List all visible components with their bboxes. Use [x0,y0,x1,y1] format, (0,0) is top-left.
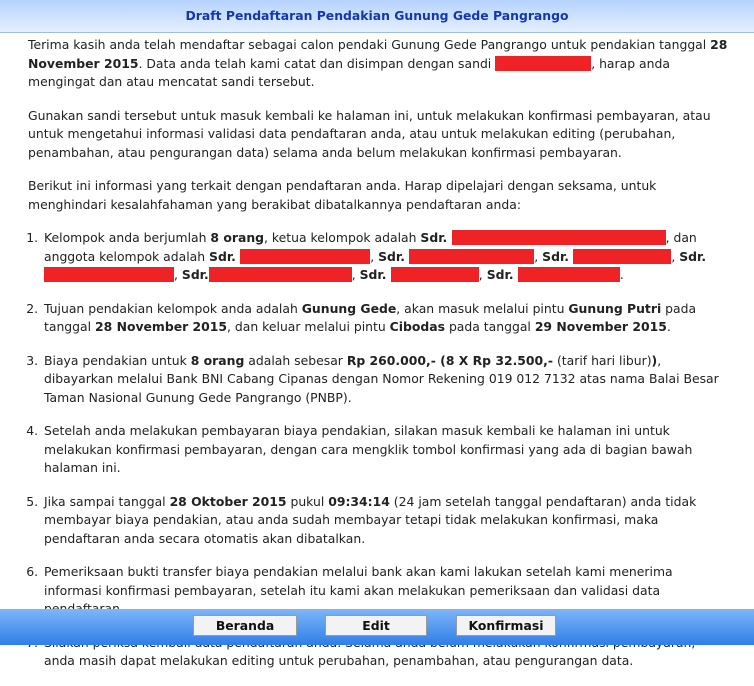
redacted-member-name [573,249,671,264]
intro-paragraph-1: Terima kasih anda telah mendaftar sebagai calon pendaki Gunung Gede Pangrango untuk pendakian tanggal 28 November 2015. Data anda telah kami catat dan disimpan dengan sandi , harap anda mengingat dan atau mencatat sandi tersebut. [28,37,728,89]
confirm-button[interactable]: Konfirmasi [456,615,556,636]
redacted-member-name [67,267,174,282]
redacted-member-name [240,249,370,264]
list-item-6: 6. Pemeriksaan bukti transfer biaya pendakian melalui bank akan kami lakukan setelah kami menerima informasi konfirmasi pembayaran, setelah itu kami akan melakukan pemeriksaan dan validasi data [42,563,728,619]
title-bar [0,0,754,33]
main-content [28,36,728,686]
footer-bar [0,609,754,645]
edit-button[interactable]: Edit [325,615,427,636]
home-button[interactable]: Beranda [193,615,297,636]
redacted-password [495,56,591,71]
list-item-2: 2. Tujuan pendakian kelompok anda adalah Gunung Gede, akan masuk melalui pintu Gunung Putri pada tanggal 28 November 2015, dan keluar melalui pintu Cibodas pada tanggal 29 November 2015. [42,300,728,337]
climb-date: 28 November 2015 [28,37,728,71]
list-item-1: 1. Kelompok anda berjumlah 8 orang, ketua kelompok adalah Sdr. , dan anggota kelompok adalah Sdr. , Sdr. , Sdr. , Sdr. , Sdr. , Sdr. , Sdr. . [42,229,728,285]
info-list [28,229,728,671]
redacted-member-name [391,267,479,282]
redacted-member-name [409,249,534,264]
list-item-7: 7. anda masih dapat melakukan editing untuk perubahan, penambahan, atau pengurangan data. [42,634,728,671]
list-item-3: 3. Biaya pendakian untuk 8 orang adalah sebesar Rp 260.000,- (8 X Rp 32.500,- (tarif hari libur)), dibayarkan melalui Bank BNI Cabang Cipanas dengan Nomor Rekening 019 012 7132 atas nama Balai Besar Taman Nasional Gunung Gede Pangrango (PNBP). [42,352,728,408]
redacted-member-name [518,267,620,282]
redacted-member-name [209,267,352,282]
intro-paragraph-3: Berikut ini informasi yang terkait dengan pendaftaran anda. Harap dipelajari dengan seksama, untuk menghindari kesalahfahaman yang berakibat dibatalkannya pendaftaran anda: [28,178,657,212]
page-title: Draft Pendaftaran Pendakian Gunung Gede Pangrango [185,8,569,23]
list-item-4: 4. Setelah anda melakukan pembayaran biaya pendakian, silakan masuk kembali ke halaman ini untuk melakukan konfirmasi pembayaran, dengan cara mengklik tombol konfirmasi yang ada di bagian bawah halaman ini. [42,422,728,478]
intro-paragraph-2: Gunakan sandi tersebut untuk masuk kembali ke halaman ini, untuk melakukan konfirmasi pembayaran, atau untuk mengetahui informasi validasi data pendaftaran anda, atau untuk melakukan editing (perubahan, penambahan, atau pengurangan data) selama anda belum melakukan konfirmasi pembayaran. [28,107,711,160]
list-item-5: 5. Jika sampai tanggal 28 Oktober 2015 pukul 09:34:14 (24 jam setelah tanggal pendaftaran) anda tidak membayar biaya pendakian, atau anda sudah membayar tetapi tidak melakukan konfirmasi, maka pendaftaran anda secara otomatis akan dibatalkan. [42,493,728,549]
redacted-leader-name [452,230,666,245]
